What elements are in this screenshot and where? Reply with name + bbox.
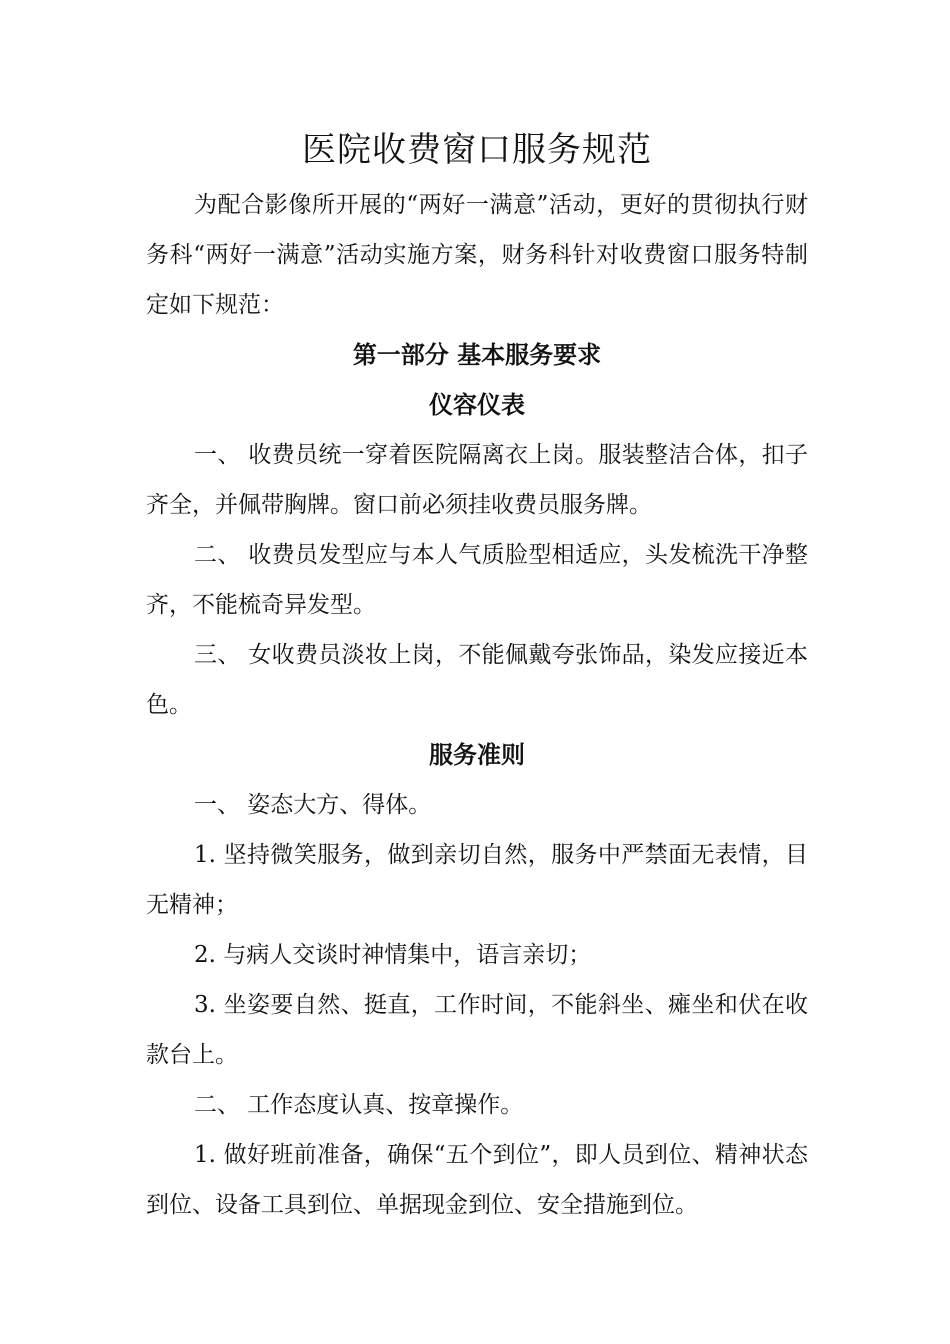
service-item-6: 1. 做好班前准备，确保“五个到位”，即人员到位、精神状态到位、设备工具到位、单据现金到位、安全措施到位。 bbox=[146, 1142, 808, 1218]
service-item-2: 1. 坚持微笑服务，做到亲切自然，服务中严禁面无表情，目无精神； bbox=[146, 842, 808, 918]
appearance-heading: 仪容仪表 bbox=[429, 390, 525, 419]
service-heading: 服务准则 bbox=[429, 740, 525, 769]
appearance-item-3: 三、 女收费员淡妆上岗，不能佩戴夸张饰品，染发应接近本色。 bbox=[146, 642, 808, 718]
appearance-item-2: 二、 收费员发型应与本人气质脸型相适应，头发梳洗干净整齐，不能梳奇异发型。 bbox=[146, 542, 808, 618]
part1-heading: 第一部分 基本服务要求 bbox=[352, 340, 602, 369]
document-title: 医院收费窗口服务规范 bbox=[302, 130, 652, 170]
appearance-item-1: 一、 收费员统一穿着医院隔离衣上岗。服装整洁合体，扣子齐全，并佩带胸牌。窗口前必须挂收费员服务牌。 bbox=[146, 442, 808, 518]
intro-paragraph: 为配合影像所开展的“两好一满意”活动，更好的贯彻执行财务科“两好一满意”活动实施方案，财务科针对收费窗口服务特制定如下规范： bbox=[146, 192, 808, 318]
document-body bbox=[146, 122, 808, 1230]
service-item-4: 3. 坐姿要自然、挺直，工作时间，不能斜坐、瘫坐和伏在收款台上。 bbox=[146, 992, 808, 1068]
service-item-3: 2. 与病人交谈时神情集中，语言亲切； bbox=[194, 942, 592, 968]
service-item-5: 二、 工作态度认真、按章操作。 bbox=[194, 1092, 524, 1118]
service-item-1: 一、 姿态大方、得体。 bbox=[194, 792, 432, 818]
